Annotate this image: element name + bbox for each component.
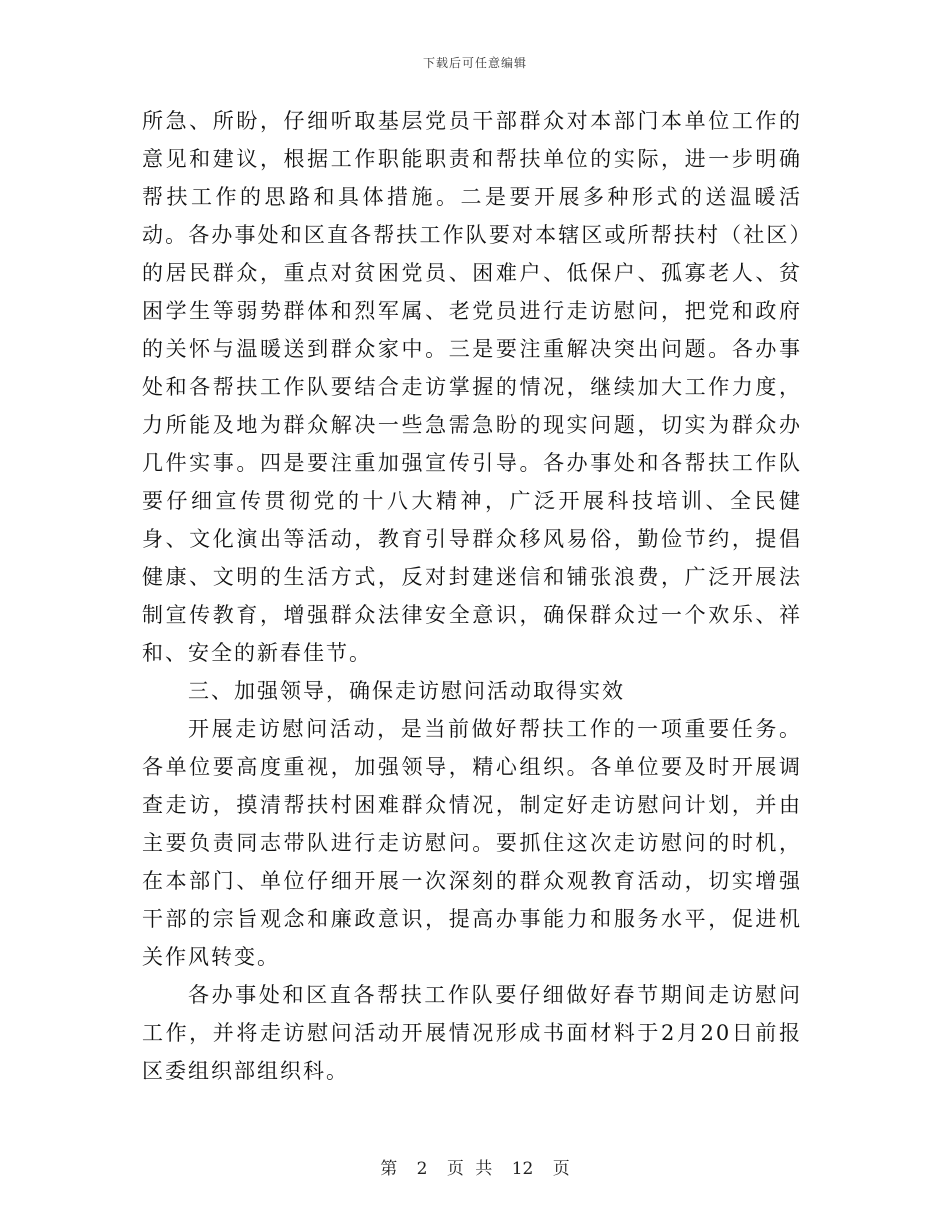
header-note: 下载后可任意编辑 [422, 56, 527, 70]
page-prefix: 第 [380, 1159, 398, 1179]
body-paragraph: 各办事处和区直各帮扶工作队要仔细做好春节期间走访慰问工作，并将走访慰问活动开展情况形成书面材料于2月20日前报区委组织部组织科。 [142, 983, 802, 1083]
document-body [142, 102, 802, 1090]
body-paragraph-continuation: 所急、所盼，仔细听取基层党员干部群众对本部门本单位工作的意见和建议，根据工作职能职责和帮扶单位的实际，进一步明确帮扶工作的思路和具体措施。二是要开展多种形式的送温暖活动。各办事处和区直各帮扶工作队要对本辖区或所帮扶村（社区）的居民群众，重点对贫困党员、困难户、低保户、孤寡老人、贫困学生等弱势群体和烈军属、老党员进行走访慰问，把党和政府的关怀与温暖送到群众家中。三是要注重解决突出问题。各办事处和各帮扶工作队要结合走访掌握的情况，继续加大工作力度，力所能及地为群众解决一些急需急盼的现实问题，切实为群众办几件实事。四是要注重加强宣传引导。各办事处和各帮扶工作队要仔细宣传贯彻党的十八大精神，广泛开展科技培训、全民健身、文化演出等活动，教育引导群众移风易俗，勤俭节约，提倡健康、文明的生活方式，反对封建迷信和铺张浪费，广泛开展法制宣传教育，增强群众法律安全意识，确保群众过一个欢乐、祥和、安全的新春佳节。 [142, 109, 802, 665]
page-total: 12 [511, 1159, 534, 1179]
section-heading: 三、加强领导，确保走访慰问活动取得实效 [188, 679, 625, 703]
page-suffix: 页 [552, 1159, 570, 1179]
page-number: 2 [416, 1159, 428, 1179]
page-middle: 页 共 [446, 1159, 493, 1179]
page-number-footer [0, 1154, 950, 1179]
body-paragraph: 开展走访慰问活动，是当前做好帮扶工作的一项重要任务。各单位要高度重视，加强领导，精心组织。各单位要及时开展调查走访，摸清帮扶村困难群众情况，制定好走访慰问计划，并由主要负责同志带队进行走访慰问。要抓住这次走访慰问的时机，在本部门、单位仔细开展一次深刻的群众观教育活动，切实增强干部的宗旨观念和廉政意识，提高办事能力和服务水平，促进机关作风转变。 [142, 717, 802, 969]
